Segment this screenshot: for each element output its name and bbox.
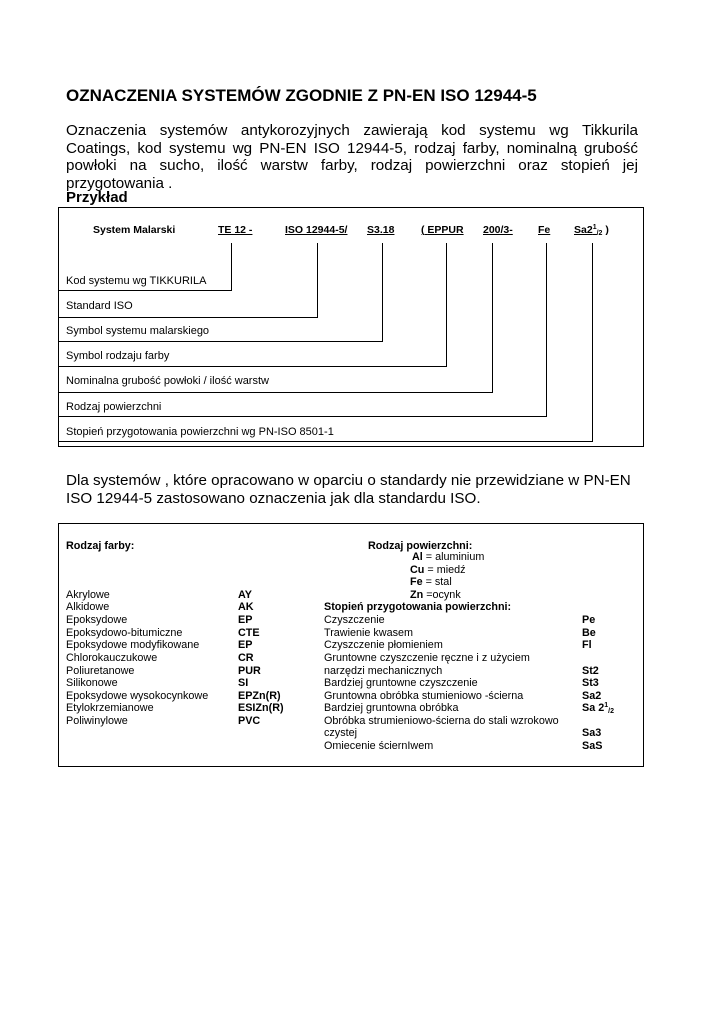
connector-v4 [446, 243, 447, 366]
label-iso-standard: Standard ISO [66, 300, 133, 312]
prep-name: Bardziej gruntowna obróbka [324, 702, 459, 714]
paint-code: CTE [238, 627, 260, 639]
paint-name: Akrylowe [66, 589, 110, 601]
label-system-symbol: Symbol systemu malarskiego [66, 325, 210, 337]
connector-h2 [59, 317, 318, 318]
code-sa-sup: 1 [592, 224, 597, 231]
code-sa-group [574, 224, 609, 237]
code-system-label: System Malarski [93, 224, 176, 236]
connector-h5 [59, 392, 493, 393]
surface-item: Cu = miedź [410, 564, 466, 576]
surface-heading: Rodzaj powierzchni: [368, 540, 473, 552]
label-surface-prep: Stopień przygotowania powierzchni wg PN-ISO 8501-1 [66, 426, 334, 438]
paint-name: Epoksydowe modyfikowane [66, 639, 200, 651]
code-sa-base: Sa2 [574, 224, 593, 236]
connector-v5 [492, 243, 493, 392]
connector-h7 [59, 441, 593, 442]
prep-code: Sa2 [582, 690, 602, 702]
connector-v3 [382, 243, 383, 341]
paint-name: Poliuretanowe [66, 665, 135, 677]
label-tikkurila-code: Kod systemu wg TIKKURILA [66, 275, 207, 287]
paint-code: AY [238, 589, 253, 601]
surface-item: Al = aluminium [412, 551, 485, 563]
paint-code: PVC [238, 715, 261, 727]
paint-name: Alkidowe [66, 601, 110, 613]
connector-v6 [546, 243, 547, 416]
prep-name: Trawienie kwasem [324, 627, 414, 639]
paint-name: Chlorokauczukowe [66, 652, 158, 664]
label-paint-symbol: Symbol rodzaju farby [66, 350, 170, 362]
prep-name: Czyszczenie [324, 614, 385, 626]
paint-code: EP [238, 639, 253, 651]
connector-v2 [317, 243, 318, 317]
paint-name: Silikonowe [66, 677, 118, 689]
prep-name: czystej [324, 727, 357, 739]
label-thickness: Nominalna grubość powłoki / ilość warstw [66, 375, 269, 387]
paint-heading: Rodzaj farby: [66, 540, 135, 552]
prep-name: Czyszczenie płomieniem [324, 639, 443, 651]
code-s: S3.18 [367, 224, 395, 236]
prep-code: Be [582, 627, 596, 639]
prep-name: Gruntowna obróbka stumieniowo -ścierna [324, 690, 524, 702]
paren-close: ) [605, 224, 609, 236]
page-title: OZNACZENIA SYSTEMÓW ZGODNIE Z PN-EN ISO 12944-5 [66, 86, 537, 105]
paint-code: ESIZn(R) [238, 702, 284, 714]
prep-code: St2 [582, 665, 599, 677]
prep-code: Sa3 [582, 727, 602, 739]
prep-name: Gruntowne czyszczenie ręczne i z użyciem [324, 652, 530, 664]
surface-item: Fe = stal [410, 576, 452, 588]
paint-name: Poliwinylowe [66, 715, 128, 727]
prep-heading: Stopień przygotowania powierzchni: [324, 601, 512, 613]
prep-name: Omiecenie ściernIwem [324, 740, 434, 752]
code-te: TE 12 - [218, 224, 253, 236]
label-surface-type: Rodzaj powierzchni [66, 401, 162, 413]
connector-v1 [231, 243, 232, 290]
code-sa-sub: /2 [596, 230, 603, 237]
prep-code: Fl [582, 639, 592, 651]
second-paragraph: Dla systemów , które opracowano w oparciu o standardy nie przewidziane w PN-EN ISO 12944-5 zastosowano oznaczenia jak dla standardu ISO. [66, 472, 631, 507]
connector-h1 [59, 290, 232, 291]
code-sa [574, 224, 602, 236]
paren-open: ( [421, 224, 425, 236]
example-heading: Przykład [66, 189, 128, 206]
code-eppur-group [421, 224, 464, 236]
paint-name: Epoksydowe [66, 614, 128, 626]
paint-name: Epoksydowo-bitumiczne [66, 627, 183, 639]
connector-v7 [592, 243, 593, 441]
paint-name: Etylokrzemianowe [66, 702, 154, 714]
connector-h3 [59, 341, 383, 342]
paint-code: AK [238, 601, 254, 613]
paint-code: EP [238, 614, 253, 626]
connector-h4 [59, 366, 447, 367]
paint-code: EPZn(R) [238, 690, 281, 702]
prep-code: Sa $2^1_{/2}$ [582, 702, 614, 715]
paint-code: CR [238, 652, 254, 664]
prep-name: Bardziej gruntowne czyszczenie [324, 677, 478, 689]
prep-code: SaS [582, 740, 603, 752]
prep-code: Pe [582, 614, 596, 626]
paint-name: Epoksydowe wysokocynkowe [66, 690, 209, 702]
paint-code: PUR [238, 665, 261, 677]
prep-code: St3 [582, 677, 599, 689]
code-eppur: EPPUR [427, 224, 464, 236]
prep-name: Obróbka strumieniowo-ścierna do stali wzrokowo [324, 715, 559, 727]
connector-h6 [59, 416, 547, 417]
prep-name: narzędzi mechanicznych [324, 665, 443, 677]
surface-item: Zn =ocynk [410, 589, 461, 601]
intro-paragraph: Oznaczenia systemów antykorozyjnych zawierają kod systemu wg Tikkurila Coatings, kod systemu wg PN-EN ISO 12944-5, rodzaj farby, nominalną grubość powłoki na sucho, ilość warstw farby, rodzaj powierzchni oraz stopień jej przygotowania . [66, 122, 638, 192]
code-fe: Fe [538, 224, 551, 236]
code-iso: ISO 12944-5/ [285, 224, 348, 236]
paint-code: SI [238, 677, 249, 689]
code-thickness: 200/3- [483, 224, 513, 236]
